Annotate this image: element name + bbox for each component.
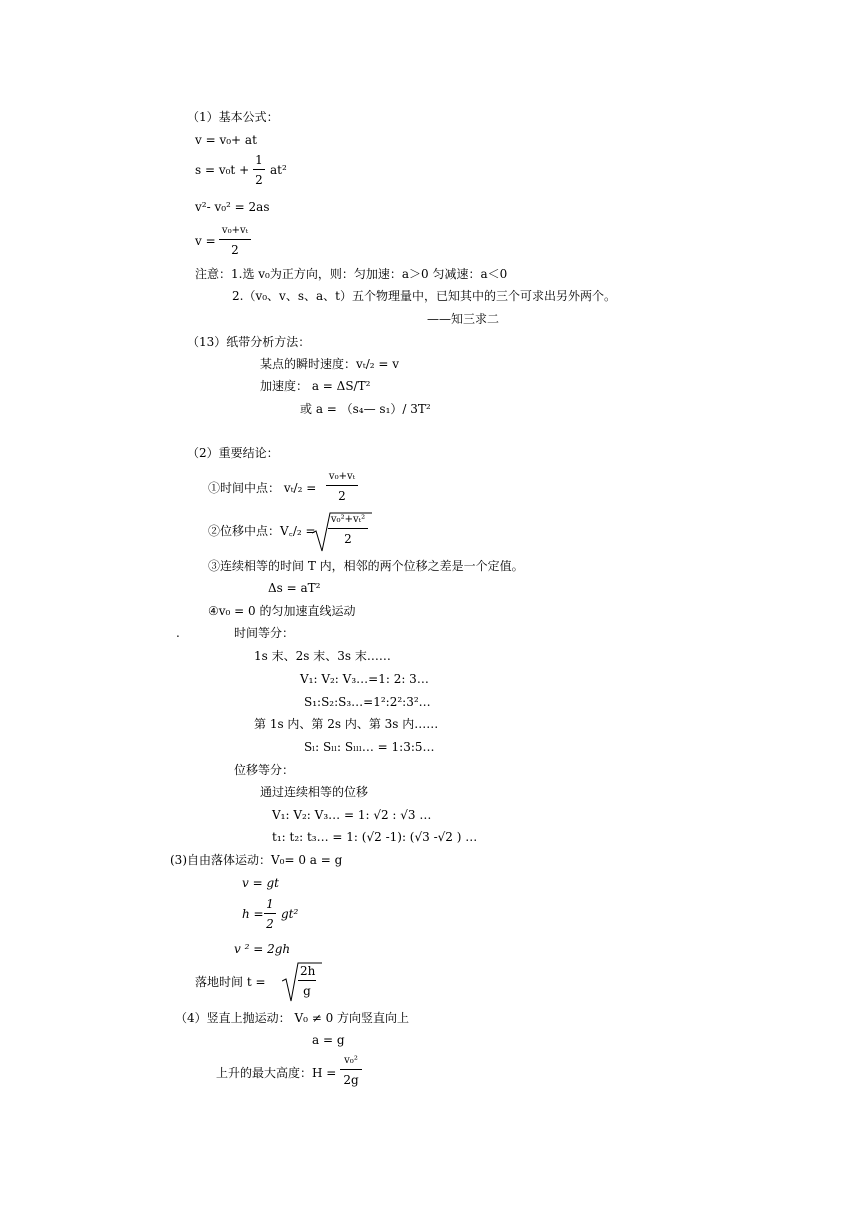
fraction-bar — [328, 528, 368, 529]
conclusion-3: ③连续相等的时间 T 内，相邻的两个位移之差是一个定值。 — [208, 559, 524, 573]
fraction-numerator: v₀² — [344, 1055, 358, 1066]
formula-displacement-left: s = v₀t + — [195, 163, 250, 177]
fraction-numerator: 1 — [266, 897, 274, 911]
fall-time-label: 落地时间 t = — [195, 975, 266, 989]
conclusion-2-label: ②位移中点：V꜀/₂ = — [208, 524, 316, 538]
conclusion-1-fraction — [326, 472, 358, 502]
fraction-denominator: 2 — [338, 489, 346, 503]
conclusion-2-fraction — [328, 515, 368, 545]
section-4-heading: （4）竖直上抛运动： V₀ ≠ 0 方向竖直向上 — [175, 1011, 410, 1025]
section-13-heading: （13）纸带分析方法： — [187, 335, 311, 349]
interval-displacement-ratio: Sₗ: Sₗₗ: Sₗₗₗ… = 1:3:5… — [304, 740, 435, 754]
freefall-height-fraction — [264, 898, 276, 930]
conclusion-3-formula: Δs = aT² — [268, 581, 321, 595]
formula-average-velocity-left: v = — [195, 234, 216, 248]
fraction-bar — [326, 485, 358, 486]
formula-velocity: v = v₀+ at — [195, 133, 257, 147]
fall-time-fraction — [298, 965, 316, 997]
section-2-heading: （2）重要结论： — [187, 446, 279, 460]
fraction-numerator: v₀²+vₜ² — [330, 514, 366, 525]
formula-average-velocity-fraction — [219, 226, 251, 256]
fraction-bar — [340, 1069, 362, 1070]
note-1: 注意：1.选 v₀为正方向，则：匀加速：a＞0 匀减速：a＜0 — [195, 267, 508, 281]
formula-displacement-right: at² — [270, 163, 287, 177]
fraction-denominator: 2 — [344, 532, 352, 546]
fraction-bar — [253, 169, 265, 170]
tape-instant-velocity: 某点的瞬时速度：vₜ/₂ = v — [260, 357, 400, 371]
freefall-height-left: h = — [242, 907, 264, 921]
fraction-bar — [298, 980, 316, 981]
time-ends-list: 1s 末、2s 末、3s 末…… — [254, 649, 391, 663]
note-3: ——知三求二 — [427, 312, 500, 326]
fraction-denominator: 2g — [343, 1073, 359, 1087]
max-height-label: 上升的最大高度：H = — [216, 1066, 337, 1080]
displacement-ratio: S₁:S₂:S₃…=1²:2²:3²… — [304, 695, 431, 709]
fraction-bar — [219, 239, 251, 240]
freefall-velocity-squared: v ² = 2gh — [234, 942, 291, 956]
time-equal-heading: 时间等分： — [234, 626, 295, 640]
conclusion-4: ④v₀ = 0 的匀加速直线运动 — [208, 604, 356, 618]
fraction-denominator: 2 — [266, 917, 274, 931]
max-height-fraction — [340, 1056, 362, 1086]
velocity-ratio: V₁: V₂: V₃…=1: 2: 3… — [300, 672, 429, 686]
equal-displacement-text: 通过连续相等的位移 — [260, 785, 369, 799]
freefall-height-right: gt² — [281, 907, 299, 921]
fraction-numerator: 1 — [255, 153, 263, 167]
stray-dot: . — [176, 626, 180, 640]
formula-displacement-fraction — [253, 154, 265, 186]
displacement-equal-heading: 位移等分： — [234, 763, 295, 777]
velocity-ratio-displacement: V₁: V₂: V₃… = 1: √2 : √3 … — [272, 808, 432, 822]
fraction-bar — [264, 913, 276, 914]
note-2: 2.（v₀、v、s、a、t）五个物理量中，已知其中的三个可求出另外两个。 — [232, 289, 616, 303]
time-intervals-list: 第 1s 内、第 2s 内、第 3s 内…… — [254, 717, 439, 731]
upthrow-acceleration: a = g — [312, 1033, 345, 1047]
section-1-heading: （1）基本公式： — [187, 110, 279, 124]
formula-velocity-squared: v²- v₀² = 2as — [195, 200, 270, 214]
time-ratio-displacement: t₁: t₂: t₃… = 1: (√2 -1): (√3 -√2 ) … — [272, 830, 478, 844]
tape-acceleration: 加速度： a = ΔS/T² — [260, 379, 371, 393]
fraction-denominator: g — [303, 984, 311, 998]
conclusion-1-label: ①时间中点： vₜ/₂ = — [208, 481, 317, 495]
tape-acceleration-alt: 或 a = （s₄— s₁）/ 3T² — [300, 402, 431, 416]
fraction-numerator: v₀+vₜ — [221, 225, 249, 236]
fraction-numerator: v₀+vₜ — [328, 471, 356, 482]
section-3-heading: (3)自由落体运动：V₀= 0 a = g — [170, 853, 343, 867]
freefall-velocity: v = gt — [242, 876, 279, 890]
fraction-numerator: 2h — [300, 964, 316, 978]
fraction-denominator: 2 — [231, 243, 239, 257]
fraction-denominator: 2 — [255, 173, 263, 187]
